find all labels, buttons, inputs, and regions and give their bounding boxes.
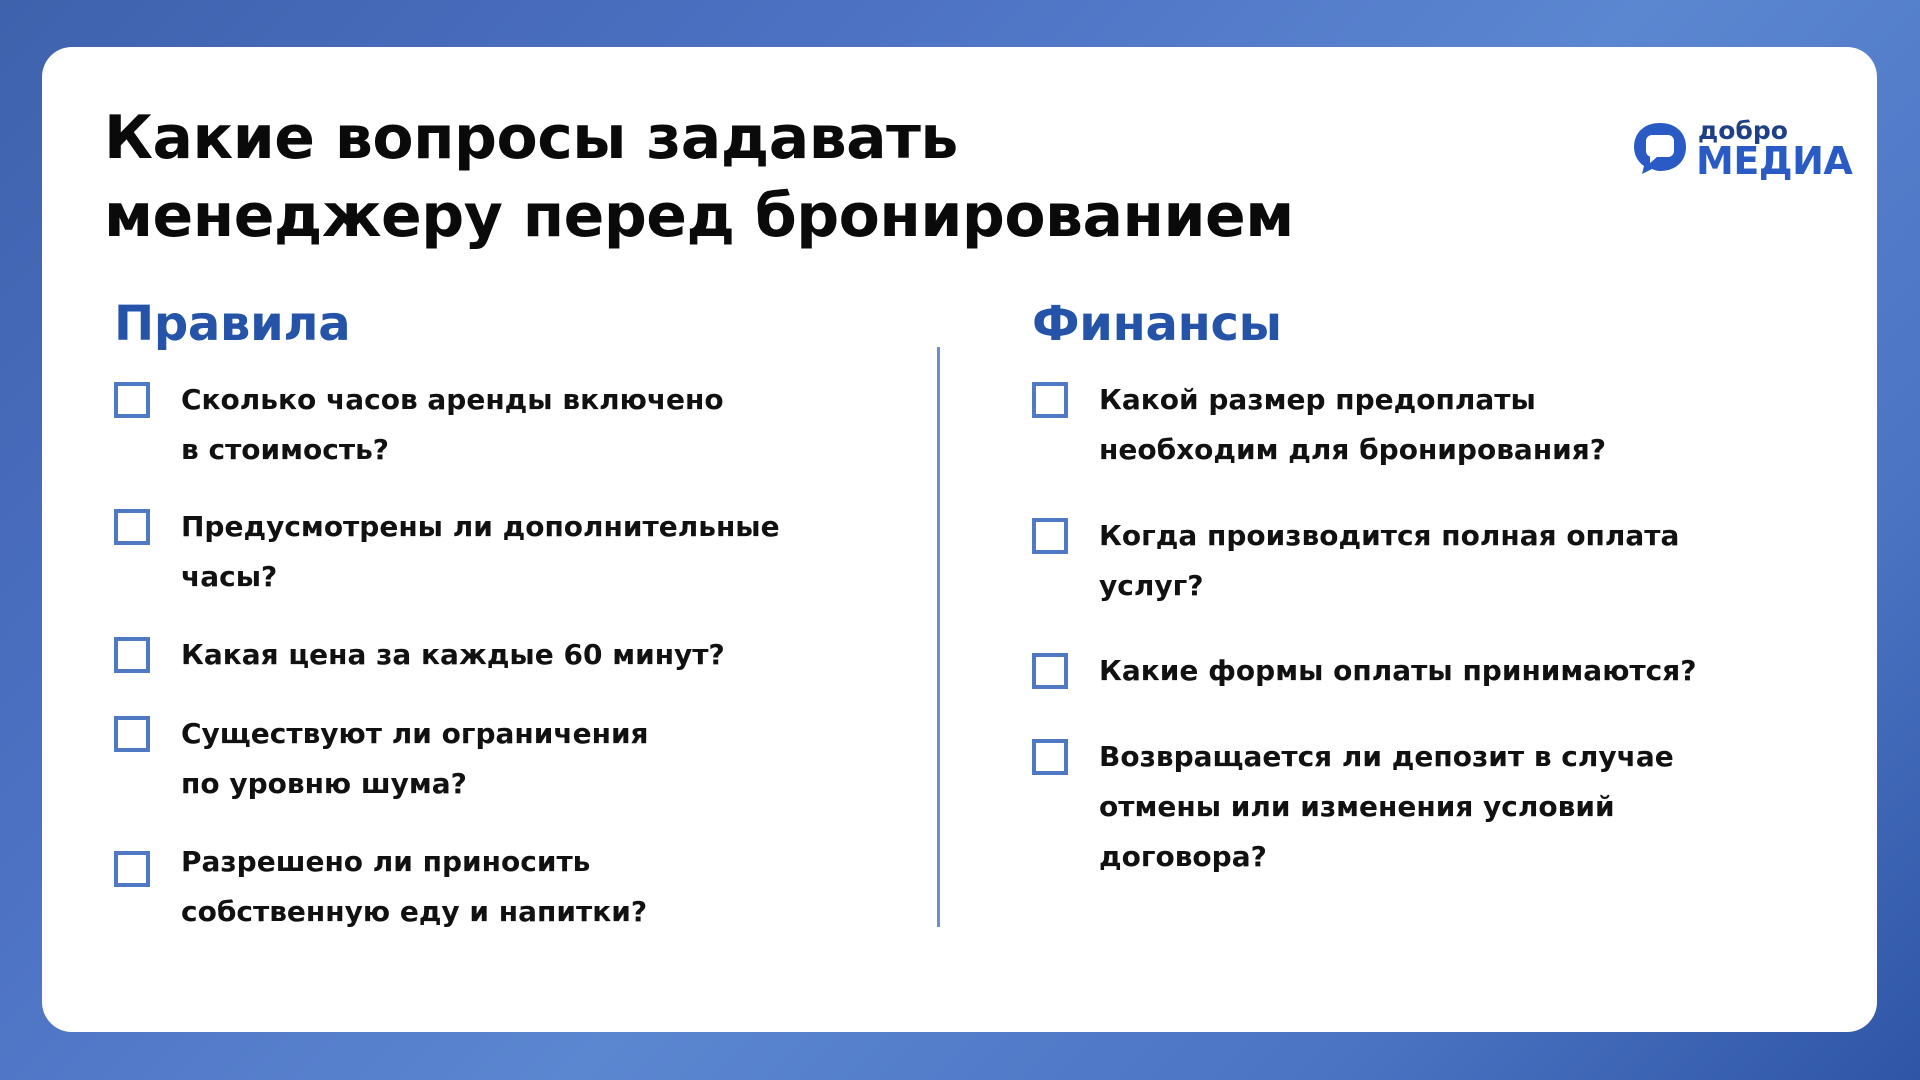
column-divider xyxy=(937,347,940,927)
checkbox[interactable] xyxy=(114,382,150,418)
checkbox[interactable] xyxy=(114,851,150,887)
item-text xyxy=(181,709,881,809)
item-text-line: отмены или изменения условий xyxy=(1099,790,1615,823)
logo-text-small: добро xyxy=(1698,116,1788,145)
item-text xyxy=(181,837,881,937)
item-text xyxy=(181,502,881,602)
item-text-line: Разрешено ли приносить xyxy=(181,845,591,878)
finance-section xyxy=(1032,292,1812,873)
checkbox[interactable] xyxy=(1032,518,1068,554)
item-text-line: Сколько часов аренды включено xyxy=(181,383,724,416)
checkbox[interactable] xyxy=(1032,739,1068,775)
item-text-line: Какие формы оплаты принимаются? xyxy=(1099,654,1697,687)
content-card xyxy=(42,47,1877,1032)
item-text-line: по уровню шума? xyxy=(181,767,467,800)
rules-section-title: Правила xyxy=(114,296,351,352)
page-title-line-2: менеджеру перед бронированием xyxy=(104,181,1294,251)
checkbox[interactable] xyxy=(1032,382,1068,418)
item-text-line: Существуют ли ограничения xyxy=(181,717,649,750)
item-text-line: в стоимость? xyxy=(181,433,390,466)
item-text xyxy=(1099,732,1799,882)
item-text xyxy=(1099,646,1799,696)
item-text-line: часы? xyxy=(181,560,278,593)
item-text-line: Какая цена за каждые 60 минут? xyxy=(181,638,725,671)
item-text-line: необходим для бронирования? xyxy=(1099,433,1607,466)
item-text-line: Когда производится полная оплата xyxy=(1099,519,1680,552)
checkbox[interactable] xyxy=(114,716,150,752)
page-title xyxy=(104,99,1504,255)
rules-section xyxy=(114,292,894,928)
page-title-line-1: Какие вопросы задавать xyxy=(104,103,958,173)
checkbox[interactable] xyxy=(114,637,150,673)
item-text xyxy=(1099,375,1799,475)
speech-bubble-icon xyxy=(1632,121,1688,175)
item-text-line: собственную еду и напитки? xyxy=(181,895,648,928)
item-text-line: Какой размер предоплаты xyxy=(1099,383,1536,416)
item-text-line: услуг? xyxy=(1099,569,1204,602)
item-text xyxy=(181,375,881,475)
logo-text-big: МЕДИА xyxy=(1696,139,1853,183)
item-text-line: Предусмотрены ли дополнительные xyxy=(181,510,780,543)
item-text-line: Возвращается ли депозит в случае xyxy=(1099,740,1674,773)
item-text xyxy=(181,630,881,680)
brand-logo xyxy=(1632,113,1862,183)
checkbox[interactable] xyxy=(114,509,150,545)
finance-section-title: Финансы xyxy=(1032,296,1282,352)
item-text xyxy=(1099,511,1799,611)
item-text-line: договора? xyxy=(1099,840,1267,873)
checkbox[interactable] xyxy=(1032,653,1068,689)
